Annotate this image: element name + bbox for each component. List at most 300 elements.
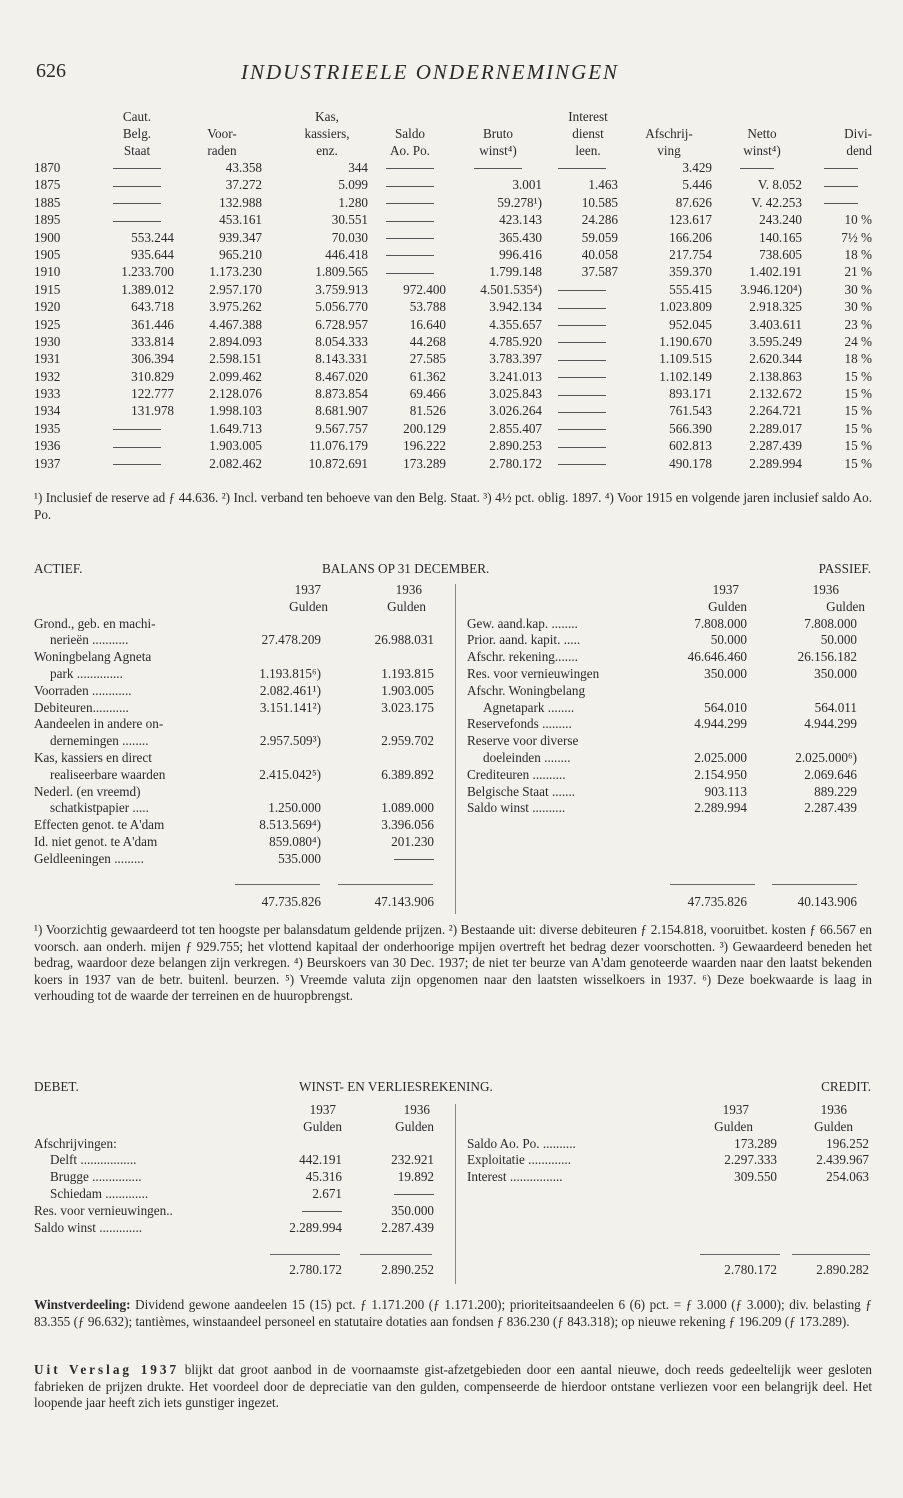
table-cell: 490.178 (669, 455, 712, 471)
table-cell: leen. (575, 143, 601, 158)
table-cell: 7½ % (841, 229, 872, 245)
dash-line (558, 325, 606, 326)
empty-dash (100, 420, 174, 437)
table-cell: 893.171 (669, 386, 712, 402)
dash-line (386, 221, 434, 222)
table-cell: 3.026.264 (489, 403, 542, 419)
table-cell: 2.128.076 (209, 386, 262, 402)
table-cell: 24.286 (581, 212, 618, 228)
balance-footnote: ¹) Voorzichtig gewaardeerd tot ten hoogste per balansdatum geldende prijzen. ²) Bestaande uit: diverse debiteuren ƒ 2.154.818, vooruitbet. kosten ƒ 66.567 en voorsch. aan onderh. mijen ƒ 929.755; het vlottend kapitaal der onderhoorige mpijen overtreft het bedrag dezer voorschotten. ³) Gewaardeerd beneden het bedrag, waardoor deze belangen zijn verkregen. ⁴) Beurskoers van 30 Dec. 1937; de niet ter beurze van A'dam genoteerde waarden naar den laatst bekenden koers in 1937 van de betr. buitenl. beurzen. ⁵) Vreemde valuta zijn opgenomen naar den laatsten wisselkoers in 1937. ⁶) Deze boekwaarde is laag in verhouding tot de waarde der terreinen en de huuropbrengst. (34, 922, 872, 1003)
dash-line (474, 168, 522, 169)
pl-title: WINST- EN VERLIESREKENING. (299, 1079, 493, 1094)
dash-line (824, 168, 858, 169)
table-cell: 243.240 (759, 212, 802, 228)
ledger-row (467, 733, 871, 750)
table-cell: 1930 (34, 333, 61, 349)
table-cell: 6.728.957 (315, 316, 368, 332)
actief-total-1937: 47.735.826 (261, 894, 321, 909)
ledger-value: 50.000 (820, 632, 857, 648)
table-row (34, 385, 874, 402)
empty-dash (374, 263, 446, 280)
ledger-label: Voorraden ............ (34, 682, 132, 698)
dash-line (113, 186, 161, 187)
empty-dash (546, 316, 618, 333)
dash-line (113, 429, 161, 430)
table-row (34, 176, 874, 193)
empty-dash (334, 1186, 434, 1203)
ledger-label: Interest ................ (467, 1169, 563, 1185)
table-cell: 2.138.863 (749, 368, 802, 384)
ledger-label: Woningbelang Agneta (34, 649, 152, 665)
table-cell: Voor- (207, 126, 237, 141)
table-cell: 761.543 (669, 403, 712, 419)
table-cell: 123.617 (669, 212, 712, 228)
table-cell: 1.102.149 (659, 368, 712, 384)
ledger-label: Kas, kassiers en direct (34, 749, 152, 765)
table-cell: 217.754 (669, 246, 712, 262)
credit-total-row (467, 1262, 871, 1279)
page-number: 626 (36, 60, 66, 82)
ledger-label: Afschrijvingen: (34, 1135, 117, 1151)
table-cell: 4.785.920 (489, 333, 542, 349)
ledger-label: Res. voor vernieuwingen.. (34, 1202, 173, 1218)
unit-1936: Gulden (814, 1118, 853, 1134)
ledger-row (34, 1186, 434, 1203)
unit-1937: Gulden (303, 1118, 342, 1134)
actief-title: ACTIEF. (34, 561, 83, 576)
passief-total-1936: 40.143.906 (797, 894, 857, 909)
empty-dash (374, 176, 446, 193)
ledger-label: nerieën ........... (50, 632, 129, 648)
table-cell: 70.030 (331, 229, 368, 245)
empty-dash (324, 851, 434, 868)
table-cell: 44.268 (409, 333, 446, 349)
ledger-row (467, 632, 871, 649)
ledger-value: 27.478.209 (261, 632, 321, 648)
debet-rule-2 (360, 1254, 432, 1255)
dash-line (824, 203, 858, 204)
table-cell: 1920 (34, 299, 61, 315)
dash-line (558, 342, 606, 343)
ledger-value: 46.646.460 (687, 649, 747, 665)
table-cell: 8.054.333 (315, 333, 368, 349)
table-row (34, 420, 874, 437)
year-1937: 1937 (712, 582, 739, 597)
table-cell: 2.620.344 (749, 351, 802, 367)
ledger-row (467, 649, 871, 666)
table-cell: 3.001 (512, 177, 542, 193)
empty-dash (100, 211, 174, 228)
dash-line (113, 203, 161, 204)
empty-dash (810, 159, 872, 176)
credit-total-1936: 2.890.282 (816, 1262, 869, 1277)
dash-line (558, 464, 606, 465)
actief-total-row (34, 894, 434, 911)
ledger-label: park .............. (50, 665, 123, 681)
empty-dash (100, 437, 174, 454)
unit-header-row (34, 599, 434, 616)
ledger-row (467, 800, 871, 817)
ledger-label: Nederl. (en vreemd) (34, 783, 141, 799)
dash-line (558, 290, 606, 291)
ledger-row (34, 683, 434, 700)
ledger-value: 2.082.461¹) (259, 682, 321, 698)
ledger-label: schatkistpapier ..... (50, 800, 149, 816)
dash-line (386, 186, 434, 187)
ledger-value: 7.808.000 (694, 615, 747, 631)
ledger-value: 8.513.569⁴) (259, 817, 321, 833)
table-cell: 1905 (34, 246, 61, 262)
ledger-value: 859.080⁴) (269, 833, 321, 849)
table-row (34, 211, 874, 228)
ledger-row (467, 666, 871, 683)
table-cell: 2.957.170 (209, 281, 262, 297)
ledger-row (467, 700, 871, 717)
actief-rule-1 (235, 884, 320, 885)
ledger-label: Effecten genot. te A'dam (34, 817, 165, 833)
table-cell: 1895 (34, 212, 61, 228)
table-cell: 9.567.757 (315, 420, 368, 436)
ledger-value: 350.000 (704, 665, 747, 681)
table-cell: 30 % (844, 299, 872, 315)
winstverdeeling-text: Dividend gewone aandeelen 15 (15) pct. ƒ 1.171.200 (ƒ 1.171.200); prioriteitsaandeelen 6 (6) pct. = ƒ 3.000 (ƒ 3.000); div. belasting ƒ 83.355 (ƒ 96.632); tantièmes, winstaandeel personeel en statutaire dotaties aan fondsen ƒ 836.230 (ƒ 843.318); op nieuwe rekening ƒ 196.209 (ƒ 173.289). (34, 1297, 872, 1329)
ledger-label: Prior. aand. kapit. ..... (467, 632, 581, 648)
empty-dash (374, 159, 446, 176)
table-cell: 40.058 (581, 246, 618, 262)
ledger-label: Debiteuren........... (34, 699, 129, 715)
ledger-value: 7.808.000 (804, 615, 857, 631)
table-cell: 196.222 (403, 438, 446, 454)
table-cell: 643.718 (131, 299, 174, 315)
table-cell: 333.814 (131, 333, 174, 349)
verslag-label: Uit Verslag 1937 (34, 1362, 180, 1377)
table-footnote: ¹) Inclusief de reserve ad ƒ 44.636. ²) Incl. verband ten behoeve van den Belg. Staat. ³) 4½ pct. oblig. 1897. ⁴) Voor 1915 en volgende jaren inclusief saldo Ao. Po. (34, 490, 872, 522)
table-cell: 1936 (34, 438, 61, 454)
table-cell: dienst (572, 126, 604, 141)
empty-dash (374, 194, 446, 211)
dash-line (558, 308, 606, 309)
year-1937: 1937 (722, 1102, 749, 1117)
ledger-value: 6.389.892 (381, 766, 434, 782)
table-cell: 87.626 (675, 194, 712, 210)
table-cell: 952.045 (669, 316, 712, 332)
empty-dash (810, 176, 872, 193)
table-cell: 1900 (34, 229, 61, 245)
table-row (34, 263, 874, 280)
ledger-row (34, 1220, 434, 1237)
table-cell: 446.418 (325, 246, 368, 262)
dash-line (386, 203, 434, 204)
table-header-row (34, 125, 874, 142)
table-cell: 8.467.020 (315, 368, 368, 384)
table-cell: 1915 (34, 281, 61, 297)
empty-dash (546, 420, 618, 437)
passief-rule-2 (772, 884, 857, 885)
table-cell: 423.143 (499, 212, 542, 228)
verslag-paragraph (34, 1362, 872, 1412)
unit-header-row (467, 599, 871, 616)
table-row (34, 194, 874, 211)
table-cell: 1.998.103 (209, 403, 262, 419)
table-cell: 1933 (34, 386, 61, 402)
history-table (34, 108, 874, 472)
table-cell: 1935 (34, 420, 61, 436)
table-cell: 1.233.700 (121, 264, 174, 280)
table-cell: 365.430 (499, 229, 542, 245)
table-cell: 359.370 (669, 264, 712, 280)
table-cell: 8.143.331 (315, 351, 368, 367)
unit-1936: Gulden (387, 598, 426, 614)
table-cell: Netto (747, 126, 777, 141)
table-cell: 15 % (844, 420, 872, 436)
ledger-row (34, 649, 434, 666)
table-cell: 1.280 (338, 194, 368, 210)
balance-title: BALANS OP 31 DECEMBER. (322, 561, 490, 576)
ledger-label: Agnetapark ........ (483, 699, 575, 715)
ledger-row (467, 1152, 871, 1169)
ledger-value: 1.903.005 (381, 682, 434, 698)
table-row (34, 298, 874, 315)
unit-1936: Gulden (826, 598, 865, 614)
ledger-value: 2.957.509³) (259, 733, 321, 749)
empty-dash (546, 350, 618, 367)
year-1936: 1936 (395, 582, 422, 597)
debet-total-1937: 2.780.172 (289, 1262, 342, 1277)
table-cell: 1.799.148 (489, 264, 542, 280)
table-cell: Caut. (122, 109, 152, 124)
ledger-row (467, 1136, 871, 1153)
empty-dash (374, 211, 446, 228)
ledger-row (467, 683, 871, 700)
empty-dash (100, 194, 174, 211)
year-1937: 1937 (309, 1102, 336, 1117)
table-cell: ving (657, 143, 681, 158)
table-cell: 965.210 (219, 246, 262, 262)
table-cell: 3.025.843 (489, 386, 542, 402)
ledger-row (34, 817, 434, 834)
ledger-label: Brugge ............... (50, 1169, 142, 1185)
table-cell: 2.082.462 (209, 455, 262, 471)
year-1936: 1936 (403, 1102, 430, 1117)
table-row (34, 246, 874, 263)
empty-dash (100, 159, 174, 176)
ledger-value: 26.156.182 (797, 649, 857, 665)
table-cell: 1.402.191 (749, 264, 802, 280)
dash-line (113, 168, 161, 169)
table-cell: Ao. Po. (390, 143, 430, 158)
table-cell: 602.813 (669, 438, 712, 454)
table-cell: 43.358 (225, 160, 262, 175)
table-cell: 1931 (34, 351, 61, 367)
table-cell: 996.416 (499, 246, 542, 262)
table-cell: 972.400 (403, 281, 446, 297)
table-cell: 122.777 (131, 386, 174, 402)
empty-dash (100, 176, 174, 193)
ledger-row (34, 851, 434, 868)
table-row (34, 350, 874, 367)
ledger-row (467, 767, 871, 784)
debet-total-1936: 2.890.252 (381, 1262, 434, 1277)
table-cell: dend (846, 143, 872, 158)
table-cell: 3.942.134 (489, 299, 542, 315)
ledger-value: 3.151.141²) (259, 699, 321, 715)
table-row (34, 455, 874, 472)
ledger-value: 903.113 (704, 783, 747, 799)
table-cell: 935.644 (131, 246, 174, 262)
table-cell: 3.241.013 (489, 368, 542, 384)
ledger-row (34, 733, 434, 750)
table-cell: 18 % (844, 351, 872, 367)
table-cell: 3.975.262 (209, 299, 262, 315)
empty-dash (374, 229, 446, 246)
dash-line (740, 168, 774, 169)
ledger-row (34, 1169, 434, 1186)
table-row (34, 402, 874, 419)
ledger-value: 350.000 (391, 1202, 434, 1218)
credit-total-1937: 2.780.172 (724, 1262, 777, 1277)
table-cell: 200.129 (403, 420, 446, 436)
table-cell: enz. (316, 143, 338, 158)
ledger-row (34, 834, 434, 851)
table-cell: 310.829 (131, 368, 174, 384)
dash-line (558, 377, 606, 378)
table-cell: Kas, (315, 109, 339, 124)
table-cell: 15 % (844, 368, 872, 384)
ledger-value: 3.023.175 (381, 699, 434, 715)
empty-dash (454, 159, 542, 176)
credit-rule-2 (792, 1254, 870, 1255)
passief-total-row (467, 894, 871, 911)
ledger-label: Gew. aand.kap. ........ (467, 615, 578, 631)
ledger-value: 196.252 (826, 1135, 869, 1151)
ledger-label: doeleinden ........ (483, 749, 571, 765)
table-cell: 3.403.611 (749, 316, 802, 332)
ledger-value: 3.396.056 (381, 817, 434, 833)
ledger-row (34, 1136, 434, 1153)
ledger-row (467, 750, 871, 767)
table-cell: 37.587 (581, 264, 618, 280)
ledger-label: dernemingen ........ (50, 733, 149, 749)
ledger-label: Saldo winst ............. (34, 1219, 143, 1235)
table-row (34, 229, 874, 246)
verslag-text: blijkt dat groot aanbod in de voornaamste gist-afzetgebieden door een aantal nieuwe, doch reeds gedeeltelijk weer gesloten fabrieken de prijzen drukte. Het voordeel door de depreciatie van den gulden, compenseerde de hierdoor ontstane verliezen voor een belangrijk deel. Het loopende jaar heeft zich iets gunstiger ingezet. (34, 1362, 873, 1410)
table-cell: Bruto (482, 126, 514, 141)
ledger-label: Reserve voor diverse (467, 733, 579, 749)
table-cell: 1937 (34, 455, 61, 471)
ledger-value: 2.069.646 (804, 766, 857, 782)
ledger-row (467, 716, 871, 733)
table-cell: 4.355.657 (489, 316, 542, 332)
ledger-value: 2.297.333 (724, 1152, 777, 1168)
ledger-row (34, 750, 434, 767)
table-cell: 1.389.012 (121, 281, 174, 297)
table-cell: 8.681.907 (315, 403, 368, 419)
table-cell: 453.161 (219, 212, 262, 228)
table-cell: 5.099 (338, 177, 368, 193)
table-cell: 4.467.388 (209, 316, 262, 332)
dash-line (558, 412, 606, 413)
empty-dash (546, 333, 618, 350)
table-row (34, 281, 874, 298)
debet-block (34, 1102, 434, 1236)
ledger-label: Crediteuren .......... (467, 766, 566, 782)
year-header-row (467, 582, 871, 599)
table-cell: 1.649.713 (209, 420, 262, 436)
table-cell: 16.640 (409, 316, 446, 332)
table-cell: 1934 (34, 403, 61, 419)
ledger-value: 26.988.031 (374, 632, 434, 648)
table-cell: 69.466 (409, 386, 446, 402)
table-cell: 15 % (844, 455, 872, 471)
passief-block (467, 582, 871, 817)
balance-divider (455, 584, 456, 914)
table-cell: 1.903.005 (209, 438, 262, 454)
ledger-value: 19.892 (397, 1169, 434, 1185)
dash-line (386, 238, 434, 239)
credit-rule-1 (700, 1254, 780, 1255)
ledger-label: Saldo Ao. Po. .......... (467, 1135, 576, 1151)
dash-line (558, 429, 606, 430)
table-cell: 5.446 (682, 177, 712, 193)
dash-line (824, 186, 858, 187)
table-cell: 24 % (844, 333, 872, 349)
ledger-label: Grond., geb. en machi- (34, 615, 156, 631)
unit-1937: Gulden (289, 598, 328, 614)
table-cell: 53.788 (409, 299, 446, 315)
table-cell: winst⁴) (479, 143, 517, 158)
ledger-row (34, 800, 434, 817)
ledger-row (34, 716, 434, 733)
ledger-label: Id. niet genot. te A'dam (34, 833, 158, 849)
table-cell: 1875 (34, 177, 61, 193)
table-cell: 37.272 (225, 177, 262, 193)
ledger-value: 889.229 (814, 783, 857, 799)
table-cell: 10.585 (581, 194, 618, 210)
table-cell: 3.595.249 (749, 333, 802, 349)
table-cell: 21 % (844, 264, 872, 280)
table-cell: 738.605 (759, 246, 802, 262)
table-cell: 15 % (844, 438, 872, 454)
dash-line (558, 360, 606, 361)
table-cell: 2.890.253 (489, 438, 542, 454)
table-cell: 344 (348, 160, 368, 175)
dash-line (558, 168, 606, 169)
dash-line (394, 1194, 434, 1195)
page-header (36, 60, 867, 86)
ledger-value: 442.191 (299, 1152, 342, 1168)
empty-dash (374, 246, 446, 263)
table-cell: 1932 (34, 368, 61, 384)
table-cell: raden (207, 143, 237, 158)
table-cell: 553.244 (131, 229, 174, 245)
table-cell: 11.076.179 (309, 438, 368, 454)
table-row (34, 437, 874, 454)
ledger-value: 1.193.815⁶) (259, 665, 321, 681)
ledger-label: Belgische Staat ....... (467, 783, 576, 799)
ledger-row (34, 1152, 434, 1169)
ledger-value: 2.025.000⁶) (795, 749, 857, 765)
year-1936: 1936 (812, 582, 839, 597)
ledger-row (34, 1203, 434, 1220)
table-cell: 2.287.439 (749, 438, 802, 454)
ledger-value: 1.089.000 (381, 800, 434, 816)
dash-line (113, 221, 161, 222)
empty-dash (546, 385, 618, 402)
table-cell: 2.894.093 (209, 333, 262, 349)
table-cell: 306.394 (131, 351, 174, 367)
table-cell: V. 42.253 (751, 194, 802, 210)
table-cell: 30.551 (331, 212, 368, 228)
